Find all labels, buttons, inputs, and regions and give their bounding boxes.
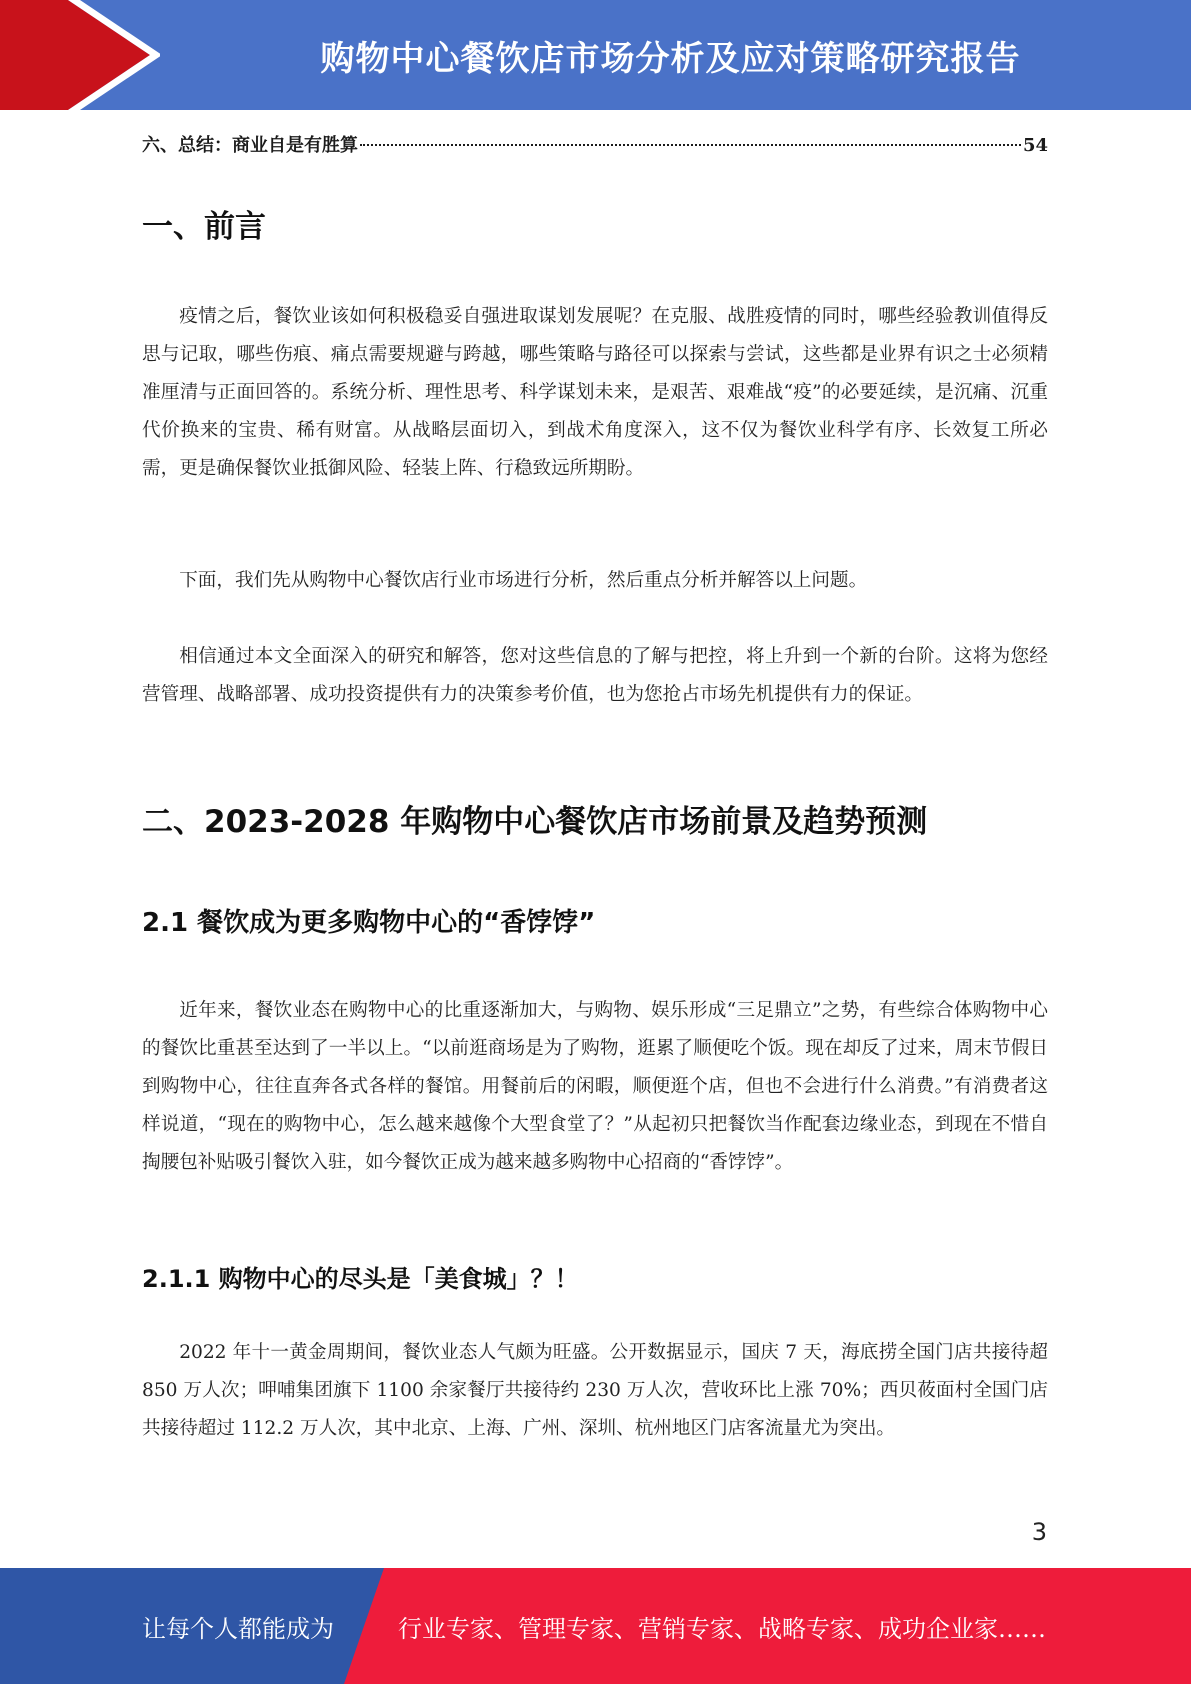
toc-entry[interactable] [142,131,1048,157]
body-paragraph: 2022 年十一黄金周期间，餐饮业态人气颇为旺盛。公开数据显示，国庆 7 天，海底捞全国门店共接待超 850 万人次；呷哺集团旗下 1100 余家餐厅共接待约 230 万人次，营收环比上涨 70%；西贝莜面村全国门店共接待超过 112.2 万人次，其中北京、上海、广州、深圳、杭州地区门店客流量尤为突出。 [142,1342,1048,1439]
page-number: 3 [1031,1518,1047,1546]
toc-entry-label: 六、总结：商业自是有胜算 [142,135,358,156]
report-title: 购物中心餐饮店市场分析及应对策略研究报告 [320,38,1021,79]
header-chevron-decoration [0,0,160,110]
subsection-heading: 2.1 餐饮成为更多购物中心的“香饽饽” [142,908,596,938]
page-footer-band [0,1568,1191,1684]
toc-leader-dots [360,144,1021,146]
subsubsection-heading: 2.1.1 购物中心的尽头是「美食城」？！ [142,1265,579,1293]
body-paragraph: 疫情之后，餐饮业该如何积极稳妥自强进取谋划发展呢？在克服、战胜疫情的同时，哪些经验教训值得反思与记取，哪些伤痕、痛点需要规避与跨越，哪些策略与路径可以探索与尝试，这些都是业界有识之士必须精准厘清与正面回答的。系统分析、理性思考、科学谋划未来，是艰苦、艰难战“疫”的必要延续，是沉痛、沉重代价换来的宝贵、稀有财富。从战略层面切入，到战术角度深入，这不仅为餐饮业科学有序、长效复工所必需，更是确保餐饮业抵御风险、轻装上阵、行稳致远所期盼。 [142,306,1048,479]
toc-entry-page: 54 [1022,135,1048,156]
body-paragraph: 下面，我们先从购物中心餐饮店行业市场进行分析，然后重点分析并解答以上问题。 [179,570,868,591]
section-heading-forecast: 二、2023-2028 年购物中心餐饮店市场前景及趋势预测 [142,804,928,840]
footer-slogan-left: 让每个人都能成为 [142,1614,334,1643]
body-paragraph: 近年来，餐饮业态在购物中心的比重逐渐加大，与购物、娱乐形成“三足鼎立”之势，有些综合体购物中心的餐饮比重甚至达到了一半以上。“以前逛商场是为了购物，逛累了顺便吃个饭。现在却反了过来，周末节假日到购物中心，往往直奔各式各样的餐馆。用餐前后的闲暇，顺便逛个店，但也不会进行什么消费。”有消费者这样说道，“现在的购物中心，怎么越来越像个大型食堂了？”从起初只把餐饮当作配套边缘业态，到现在不惜自掏腰包补贴吸引餐饮入驻，如今餐饮正成为越来越多购物中心招商的“香饽饽”。 [142,1000,1048,1173]
page-header-band [0,0,1191,110]
section-heading-preface: 一、前言 [142,209,266,245]
body-paragraph: 相信通过本文全面深入的研究和解答，您对这些信息的了解与把控，将上升到一个新的台阶。这将为您经营管理、战略部署、成功投资提供有力的决策参考价值，也为您抢占市场先机提供有力的保证。 [142,646,1048,705]
footer-slogan-right: 行业专家、管理专家、营销专家、战略专家、成功企业家…… [398,1614,1046,1643]
